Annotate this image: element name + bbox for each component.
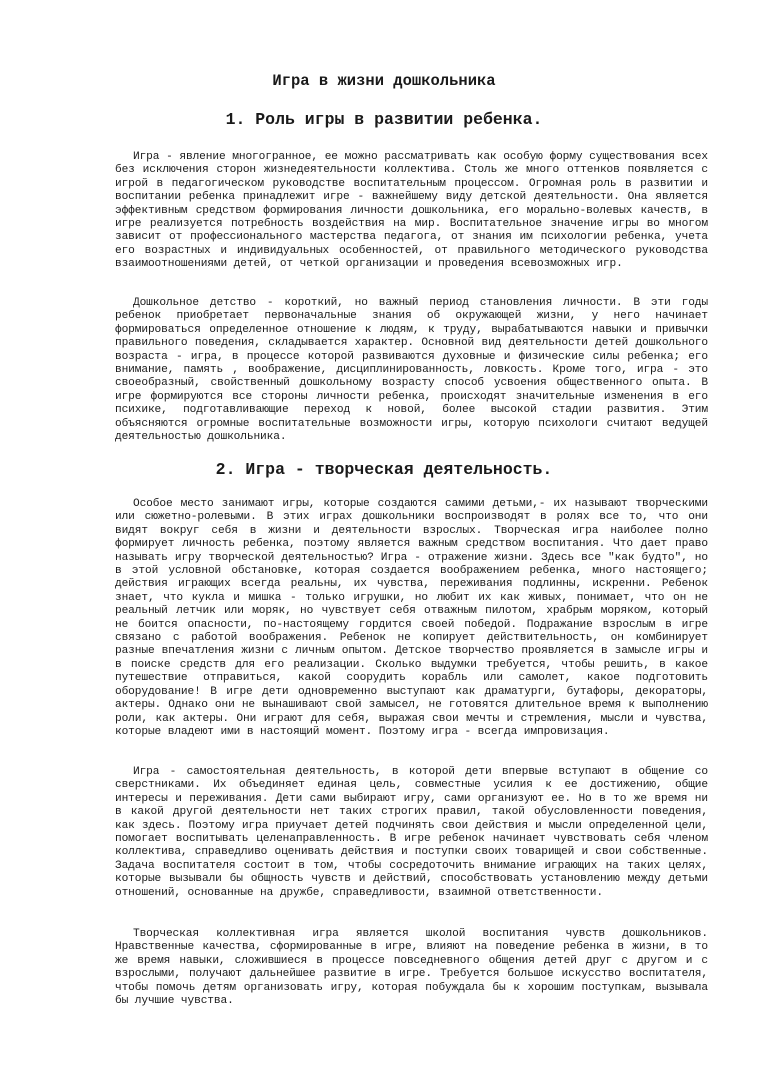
- section-2-paragraph-1: Особое место занимают игры, которые создаются самими детьми,- их называют творческими или сюжетно-ролевыми. В этих играх дошкольники воспроизводят в ролях все то, что они видят вокруг себя в жизни и деятельности взрослых. Творческая игра наиболее полно формирует личность ребенка, поэтому является важным средством воспитания. Что дает право называть игру творческой деятельностью? Игра - отражение жизни. Здесь все "как будто", но в этой условной обстановке, которая создается воображением ребенка, много настоящего; действия играющих всегда реальны, их чувства, переживания подлинны, искренни. Ребенок знает, что кукла и мишка - только игрушки, но любит их как живых, понимает, что он не реальный летчик или моряк, но чувствует себя отважным пилотом, храбрым моряком, который не боится опасности, по-настоящему гордится своей победой. Подражание взрослым в игре связано с работой воображения. Ребенок не копирует действительность, он комбинирует разные впечатления жизни с личным опытом. Детское творчество проявляется в замысле игры и в поиске средств для его реализации. Сколько выдумки требуется, чтобы решить, в какое путешествие отправиться, какой соорудить корабль или самолет, какое подготовить оборудование! В игре дети одновременно выступают как драматурги, бутафоры, декораторы, актеры. Однако они не вынашивают свой замысел, не готовятся длительное время к выполнению роли, как актеры. Они играют для себя, выражая свои мечты и стремления, мысли и чувства, которые владеют ими в настоящий момент. Поэтому игра - всегда импровизация.: [115, 498, 708, 738]
- document-title: Игра в жизни дошкольника: [272, 72, 496, 90]
- section-1-paragraph-2: Дошкольное детство - короткий, но важный период становления личности. В эти годы ребенок приобретает первоначальные знания об окружающей жизни, у него начинает формироваться определенное отношение к людям, к труду, вырабатываются навыки и привычки правильного поведения, складывается характер. Основной вид деятельности детей дошкольного возраста - игра, в процессе которой развиваются духовные и физические силы ребенка; его внимание, память , воображение, дисциплинированность, ловкость. Кроме того, игра - это своеобразный, свойственный дошкольному возрасту способ усвоения общественного опыта. В игре формируются все стороны личности ребенка, происходят значительные изменения в его психике, подготавливающие переход к новой, более высокой стадии развития. Этим объясняются огромные воспитательные возможности игры, которую психологи считают ведущей деятельностью дошкольника.: [115, 297, 708, 444]
- section-1-paragraph-1: Игра - явление многогранное, ее можно рассматривать как особую форму существования всех без исключения сторон жизнедеятельности коллектива. Столь же много оттенков появляется с игрой в педагогическом руководстве воспитательным процессом. Огромная роль в развитии и воспитании ребенка принадлежит игре - важнейшему виду детской деятельности. Она является эффективным средством формирования личности дошкольника, его морально-волевых качеств, в игре реализуется потребность воздействия на мир. Воспитательное значение игры во многом зависит от профессионального мастерства педагога, от знания им психологии ребенка, учета его возрастных и индивидуальных особенностей, от правильного методического руководства взаимоотношениями детей, от четкой организации и проведения всевозможных игр.: [115, 151, 708, 271]
- section-1-heading: 1. Роль игры в развитии ребенка.: [225, 110, 543, 129]
- section-2-paragraph-2: Игра - самостоятельная деятельность, в которой дети впервые вступают в общение со сверстниками. Их объединяет единая цель, совместные усилия к ее достижению, общие интересы и переживания. Дети сами выбирают игру, сами организуют ее. Но в то же время ни в какой другой деятельности нет таких строгих правил, такой обусловленности поведения, как здесь. Поэтому игра приучает детей подчинять свои действия и мысли определенной цели, помогает воспитывать целенаправленность. В игре ребенок начинает чувствовать себя членом коллектива, справедливо оценивать действия и поступки своих товарищей и свои собственные. Задача воспитателя состоит в том, чтобы сосредоточить внимание играющих на таких целях, которые вызывали бы общность чувств и действий, способствовать установлению между детьми отношений, основанные на дружбе, справедливости, взаимной ответственности.: [115, 766, 708, 899]
- section-2-paragraph-3: Творческая коллективная игра является школой воспитания чувств дошкольников. Нравственные качества, сформированные в игре, влияют на поведение ребенка в жизни, в то же время навыки, сложившиеся в процессе повседневного общения детей друг с другом и с взрослыми, получают дальнейшее развитие в игре. Требуется большое искусство воспитателя, чтобы помочь детям организовать игру, которая побуждала бы к хорошим поступкам, вызывала бы лучшие чувства.: [115, 928, 708, 1008]
- section-2-heading: 2. Игра - творческая деятельность.: [215, 460, 553, 479]
